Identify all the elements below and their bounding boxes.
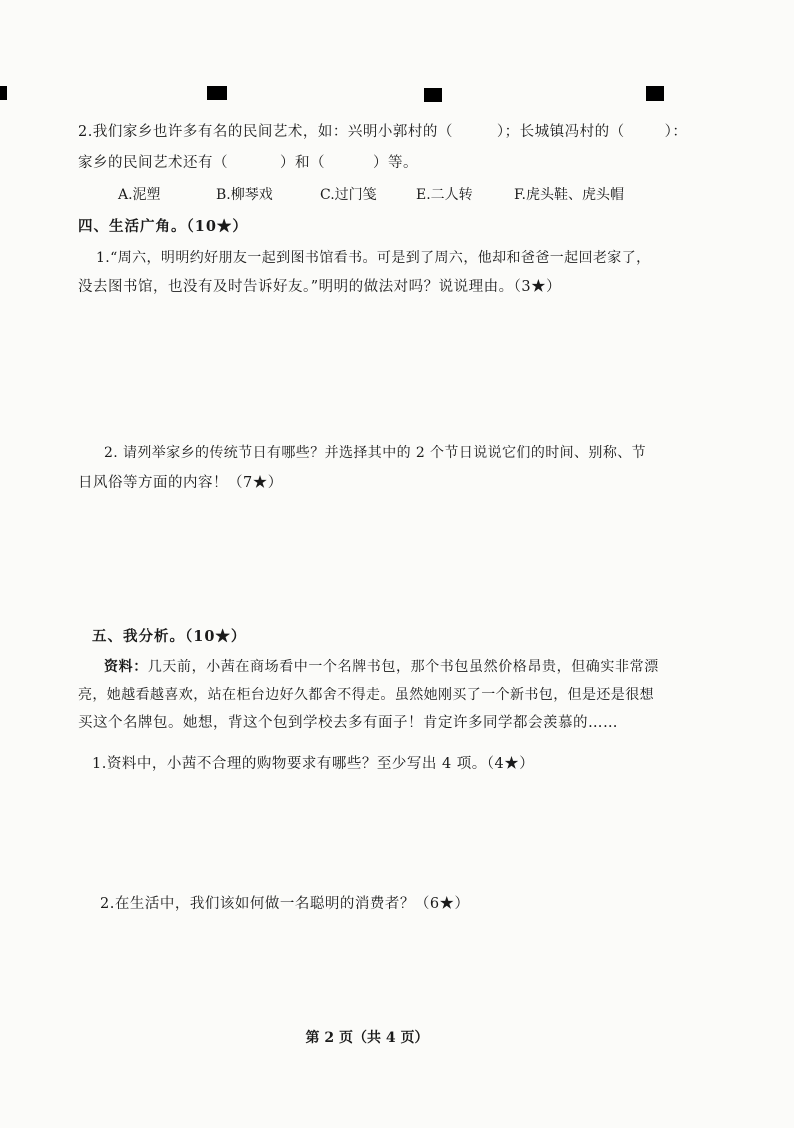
registration-mark-3 bbox=[646, 86, 664, 101]
section4-q2-answer-area[interactable] bbox=[78, 496, 718, 606]
section5-q2-answer-area[interactable] bbox=[78, 918, 718, 1008]
q2-line1 bbox=[78, 120, 687, 141]
option-e: E.二人转 bbox=[416, 187, 473, 203]
option-c: C.过门笺 bbox=[320, 187, 377, 203]
q2-text-f: ）等。 bbox=[373, 155, 418, 171]
q2-text-e: ）和（ bbox=[280, 155, 325, 171]
q2-text-d: 家乡的民间艺术还有（ bbox=[78, 155, 228, 171]
option-b: B.柳琴戏 bbox=[216, 187, 273, 203]
section5-q1-answer-area[interactable] bbox=[78, 778, 718, 878]
material-line3: 买这个名牌包。她想，背这个包到学校去多有面子！肯定许多同学都会羡慕的…… bbox=[78, 715, 618, 731]
section5-title: 五、我分析。（10★） bbox=[92, 628, 247, 645]
material-label: 资料： bbox=[104, 659, 148, 675]
q2-text-a: 2.我们家乡也许多有名的民间艺术，如：兴明小郭村的（ bbox=[78, 124, 453, 140]
section4-q2-line1: 2. 请列举家乡的传统节日有哪些？并选择其中的 2 个节日说说它们的时间、别称、节 bbox=[104, 445, 647, 461]
option-f: F.虎头鞋、虎头帽 bbox=[514, 187, 624, 203]
section4-title: 四、生活广角。（10★） bbox=[78, 218, 248, 235]
section5-q2: 2.在生活中，我们该如何做一名聪明的消费者？（6★） bbox=[100, 896, 470, 912]
registration-mark-2 bbox=[424, 88, 442, 102]
section4-q1-line1: 1.“周六，明明约好朋友一起到图书馆看书。可是到了周六，他却和爸爸一起回老家了， bbox=[96, 250, 651, 266]
page-footer bbox=[0, 1027, 794, 1047]
registration-mark-left bbox=[0, 86, 7, 100]
material-line2: 亮，她越看越喜欢，站在柜台边好久都舍不得走。虽然她刚买了一个新书包，但是还是很想 bbox=[78, 687, 654, 703]
option-a: A.泥塑 bbox=[118, 187, 161, 203]
registration-mark-1 bbox=[207, 86, 227, 100]
q2-text-b: ）；长城镇冯村的（ bbox=[496, 124, 625, 140]
material-line1 bbox=[104, 656, 659, 676]
q2-line2 bbox=[78, 151, 418, 172]
page-number: 第 2 页（共 4 页） bbox=[305, 1030, 429, 1046]
material-text-1: 几天前，小茜在商场看中一个名牌书包，那个书包虽然价格昂贵，但确实非常漂 bbox=[147, 659, 659, 675]
section5-q1: 1.资料中，小茜不合理的购物要求有哪些？至少写出 4 项。（4★） bbox=[92, 756, 535, 772]
section4-q2-line2: 日风俗等方面的内容！（7★） bbox=[78, 475, 283, 491]
section4-q1-line2: 没去图书馆，也没有及时告诉好友。”明明的做法对吗？说说理由。（3★） bbox=[78, 279, 562, 295]
q2-text-c: ）： bbox=[664, 124, 688, 140]
section4-q1-answer-area[interactable] bbox=[78, 300, 718, 430]
